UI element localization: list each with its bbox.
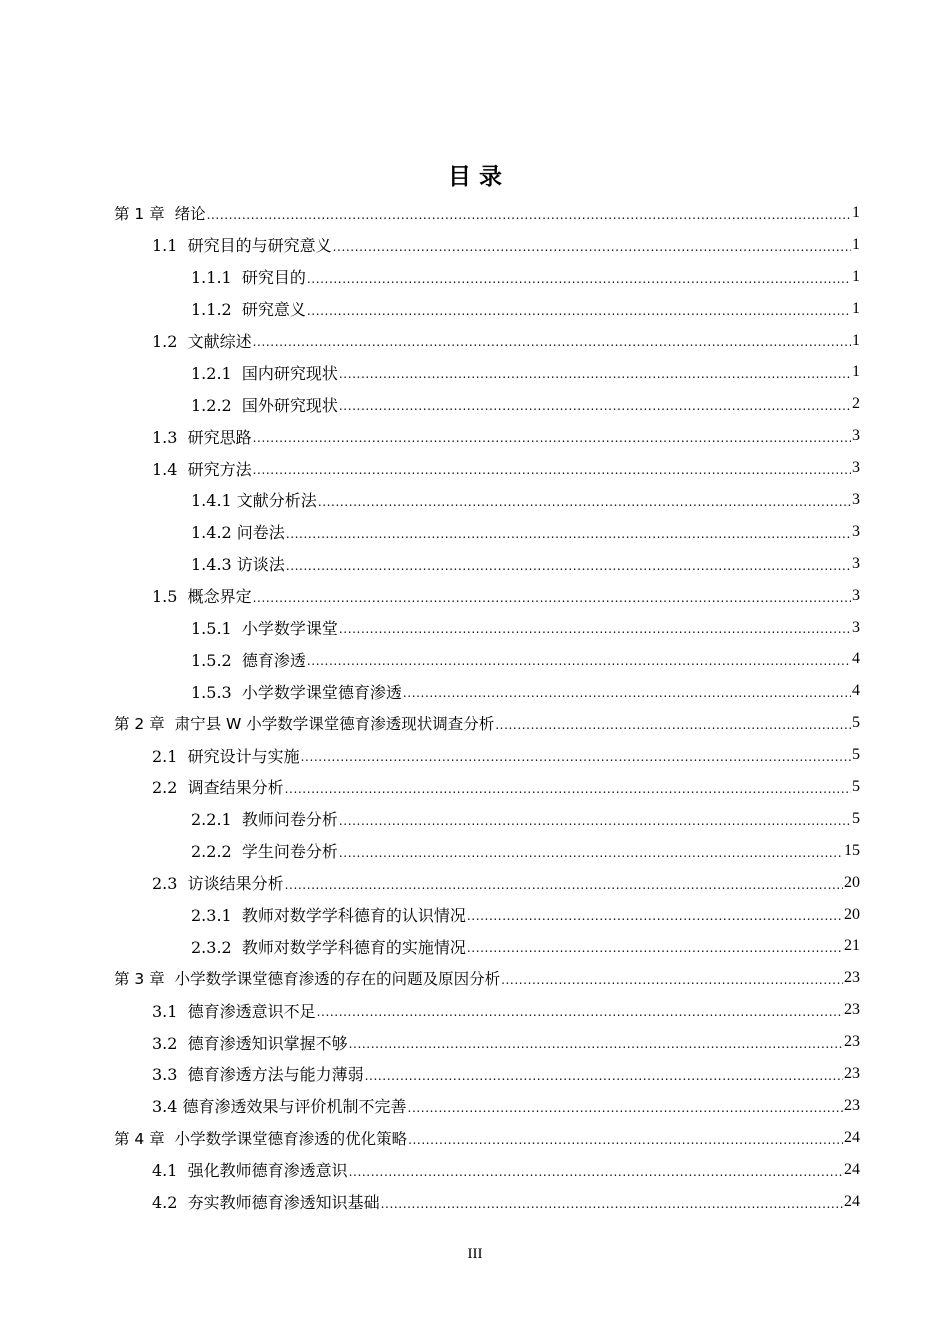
toc-chapter-entry[interactable]	[0, 1122, 860, 1154]
toc-subsection-entry[interactable]	[0, 643, 860, 675]
toc-section-entry[interactable]	[0, 1058, 860, 1090]
toc-subsection-entry[interactable]	[0, 484, 860, 516]
toc-entry-page-number: 5	[852, 746, 860, 764]
toc-entry-page-number: 15	[844, 841, 860, 859]
toc-entry-page-number: 3	[852, 554, 860, 572]
toc-subsection-entry[interactable]	[0, 548, 860, 580]
toc-entry-title: 4.2 夯实教师德育渗透知识基础	[152, 1193, 380, 1213]
toc-entry-title: 1.1 研究目的与研究意义	[152, 236, 332, 256]
dot-leader	[253, 431, 851, 452]
dot-leader	[285, 782, 851, 803]
dot-leader	[207, 208, 851, 229]
toc-entry-page-number: 23	[844, 1096, 860, 1114]
toc-subsection-entry[interactable]	[0, 612, 860, 644]
toc-section-entry[interactable]	[0, 771, 860, 803]
dot-leader	[349, 1165, 843, 1186]
toc-entry-page-number: 3	[852, 490, 860, 508]
dot-leader	[301, 750, 851, 771]
toc-entry-title: 3.2 德育渗透知识掌握不够	[152, 1033, 348, 1053]
toc-entry-page-number: 24	[844, 1192, 860, 1210]
toc-subsection-entry[interactable]	[0, 899, 860, 931]
toc-section-entry[interactable]	[0, 580, 860, 612]
toc-entry-page-number: 23	[844, 1033, 860, 1051]
toc-entry-page-number: 1	[852, 331, 860, 349]
toc-entry-title: 1.4.2 问卷法	[191, 523, 285, 543]
toc-entry-title: 3.4 德育渗透效果与评价机制不完善	[152, 1097, 407, 1117]
toc-section-entry[interactable]	[0, 1186, 860, 1218]
toc-entry-title: 2.2.1 教师问卷分析	[191, 810, 338, 830]
toc-entry-title: 1.5.2 德育渗透	[191, 650, 306, 670]
dot-leader	[253, 335, 851, 356]
toc-entry-title: 1.1.2 研究意义	[191, 300, 306, 320]
dot-leader	[501, 973, 843, 994]
toc-entry-page-number: 5	[852, 714, 860, 732]
toc-entry-page-number: 5	[852, 777, 860, 795]
toc-entry-page-number: 5	[852, 809, 860, 827]
toc-subsection-entry[interactable]	[0, 261, 860, 293]
dot-leader	[307, 304, 851, 325]
toc-entry-page-number: 23	[844, 1001, 860, 1019]
toc-entry-title: 2.2 调查结果分析	[152, 778, 284, 798]
toc-entry-title: 1.1.1 研究目的	[191, 268, 306, 288]
dot-leader	[317, 1005, 843, 1026]
toc-entry-page-number: 1	[852, 299, 860, 317]
toc-entry-page-number: 24	[844, 1160, 860, 1178]
toc-section-entry[interactable]	[0, 1090, 860, 1122]
toc-entry-page-number: 20	[844, 905, 860, 923]
dot-leader	[408, 1101, 843, 1122]
toc-entry-title: 2.1 研究设计与实施	[152, 746, 300, 766]
toc-entry-title: 2.3 访谈结果分析	[152, 874, 284, 894]
dot-leader	[253, 591, 851, 612]
toc-section-entry[interactable]	[0, 452, 860, 484]
toc-entry-title: 1.5.3 小学数学课堂德育渗透	[191, 682, 402, 702]
toc-subsection-entry[interactable]	[0, 293, 860, 325]
dot-leader	[318, 495, 851, 516]
toc-entry-title: 1.2.1 国内研究现状	[191, 363, 338, 383]
toc-entry-title: 1.5 概念界定	[152, 587, 252, 607]
dot-leader	[339, 846, 843, 867]
toc-subsection-entry[interactable]	[0, 516, 860, 548]
page-title: 目 录	[447, 164, 502, 190]
toc-entry-page-number: 2	[852, 395, 860, 413]
toc-entry-title: 2.3.2 教师对数学学科德育的实施情况	[191, 937, 466, 957]
toc-subsection-entry[interactable]	[0, 803, 860, 835]
toc-section-entry[interactable]	[0, 867, 860, 899]
toc-entry-title: 1.2.2 国外研究现状	[191, 395, 338, 415]
toc-entry-title: 1.4 研究方法	[152, 459, 252, 479]
toc-entry-page-number: 1	[852, 203, 860, 221]
toc-entry-page-number: 21	[844, 937, 860, 955]
toc-entry-title: 2.2.2 学生问卷分析	[191, 842, 338, 862]
dot-leader	[349, 1037, 843, 1058]
toc-subsection-entry[interactable]	[0, 388, 860, 420]
dot-leader	[307, 272, 851, 293]
toc-entry-page-number: 3	[852, 459, 860, 477]
toc-entry-page-number: 24	[844, 1128, 860, 1146]
toc-section-entry[interactable]	[0, 325, 860, 357]
dot-leader	[467, 909, 843, 930]
dot-leader	[403, 686, 851, 707]
toc-entry-page-number: 1	[852, 363, 860, 381]
toc-entry-page-number: 1	[852, 267, 860, 285]
toc-section-entry[interactable]	[0, 420, 860, 452]
toc-entry-title: 2.3.1 教师对数学学科德育的认识情况	[191, 906, 466, 926]
toc-entry-title: 3.1 德育渗透意识不足	[152, 1001, 316, 1021]
dot-leader	[286, 559, 851, 580]
dot-leader	[381, 1197, 843, 1218]
dot-leader	[285, 878, 843, 899]
toc-entry-page-number: 20	[844, 873, 860, 891]
toc-entry-page-number: 4	[852, 650, 860, 668]
dot-leader	[339, 622, 851, 643]
page-number-footer: III	[467, 1246, 483, 1262]
toc-entry-title: 1.5.1 小学数学课堂	[191, 619, 338, 639]
toc-entry-page-number: 1	[852, 235, 860, 253]
toc-entry-title: 4.1 强化教师德育渗透意识	[152, 1161, 348, 1181]
toc-entry-title: 第 2 章 肃宁县 W 小学数学课堂德育渗透现状调查分析	[114, 715, 495, 734]
dot-leader	[467, 941, 843, 962]
dot-leader	[339, 814, 851, 835]
toc-chapter-entry[interactable]	[0, 197, 860, 229]
toc-entry-title: 第 1 章 绪论	[114, 204, 206, 223]
toc-entry-page-number: 23	[844, 969, 860, 987]
toc-entry-title: 第 4 章 小学数学课堂德育渗透的优化策略	[114, 1129, 408, 1148]
dot-leader	[333, 240, 851, 261]
dot-leader	[339, 367, 851, 388]
toc-section-entry[interactable]	[0, 1154, 860, 1186]
toc-entry-title: 1.2 文献综述	[152, 332, 252, 351]
toc-subsection-entry[interactable]	[0, 835, 860, 867]
dot-leader	[286, 527, 851, 548]
dot-leader	[339, 399, 851, 420]
toc-section-entry[interactable]	[0, 229, 860, 261]
dot-leader	[365, 1069, 843, 1090]
dot-leader	[495, 718, 851, 739]
toc-entry-title: 第 3 章 小学数学课堂德育渗透的存在的问题及原因分析	[114, 970, 501, 989]
toc-section-entry[interactable]	[0, 994, 860, 1026]
toc-chapter-entry[interactable]	[0, 962, 860, 994]
toc-section-entry[interactable]	[0, 1026, 860, 1058]
table-of-contents	[0, 197, 950, 1218]
toc-entry-title: 1.4.3 访谈法	[191, 555, 285, 575]
toc-section-entry[interactable]	[0, 739, 860, 771]
toc-entry-page-number: 3	[852, 618, 860, 636]
toc-subsection-entry[interactable]	[0, 930, 860, 962]
toc-entry-page-number: 3	[852, 522, 860, 540]
toc-entry-title: 1.4.1 文献分析法	[191, 491, 317, 511]
toc-chapter-entry[interactable]	[0, 707, 860, 739]
dot-leader	[253, 463, 851, 484]
toc-entry-page-number: 3	[852, 427, 860, 445]
toc-subsection-entry[interactable]	[0, 356, 860, 388]
toc-entry-title: 3.3 德育渗透方法与能力薄弱	[152, 1065, 364, 1085]
dot-leader	[408, 1133, 843, 1154]
toc-entry-page-number: 23	[844, 1064, 860, 1082]
toc-subsection-entry[interactable]	[0, 675, 860, 707]
toc-entry-page-number: 4	[852, 682, 860, 700]
dot-leader	[307, 654, 851, 675]
toc-entry-title: 1.3 研究思路	[152, 427, 252, 447]
toc-entry-page-number: 3	[852, 586, 860, 604]
